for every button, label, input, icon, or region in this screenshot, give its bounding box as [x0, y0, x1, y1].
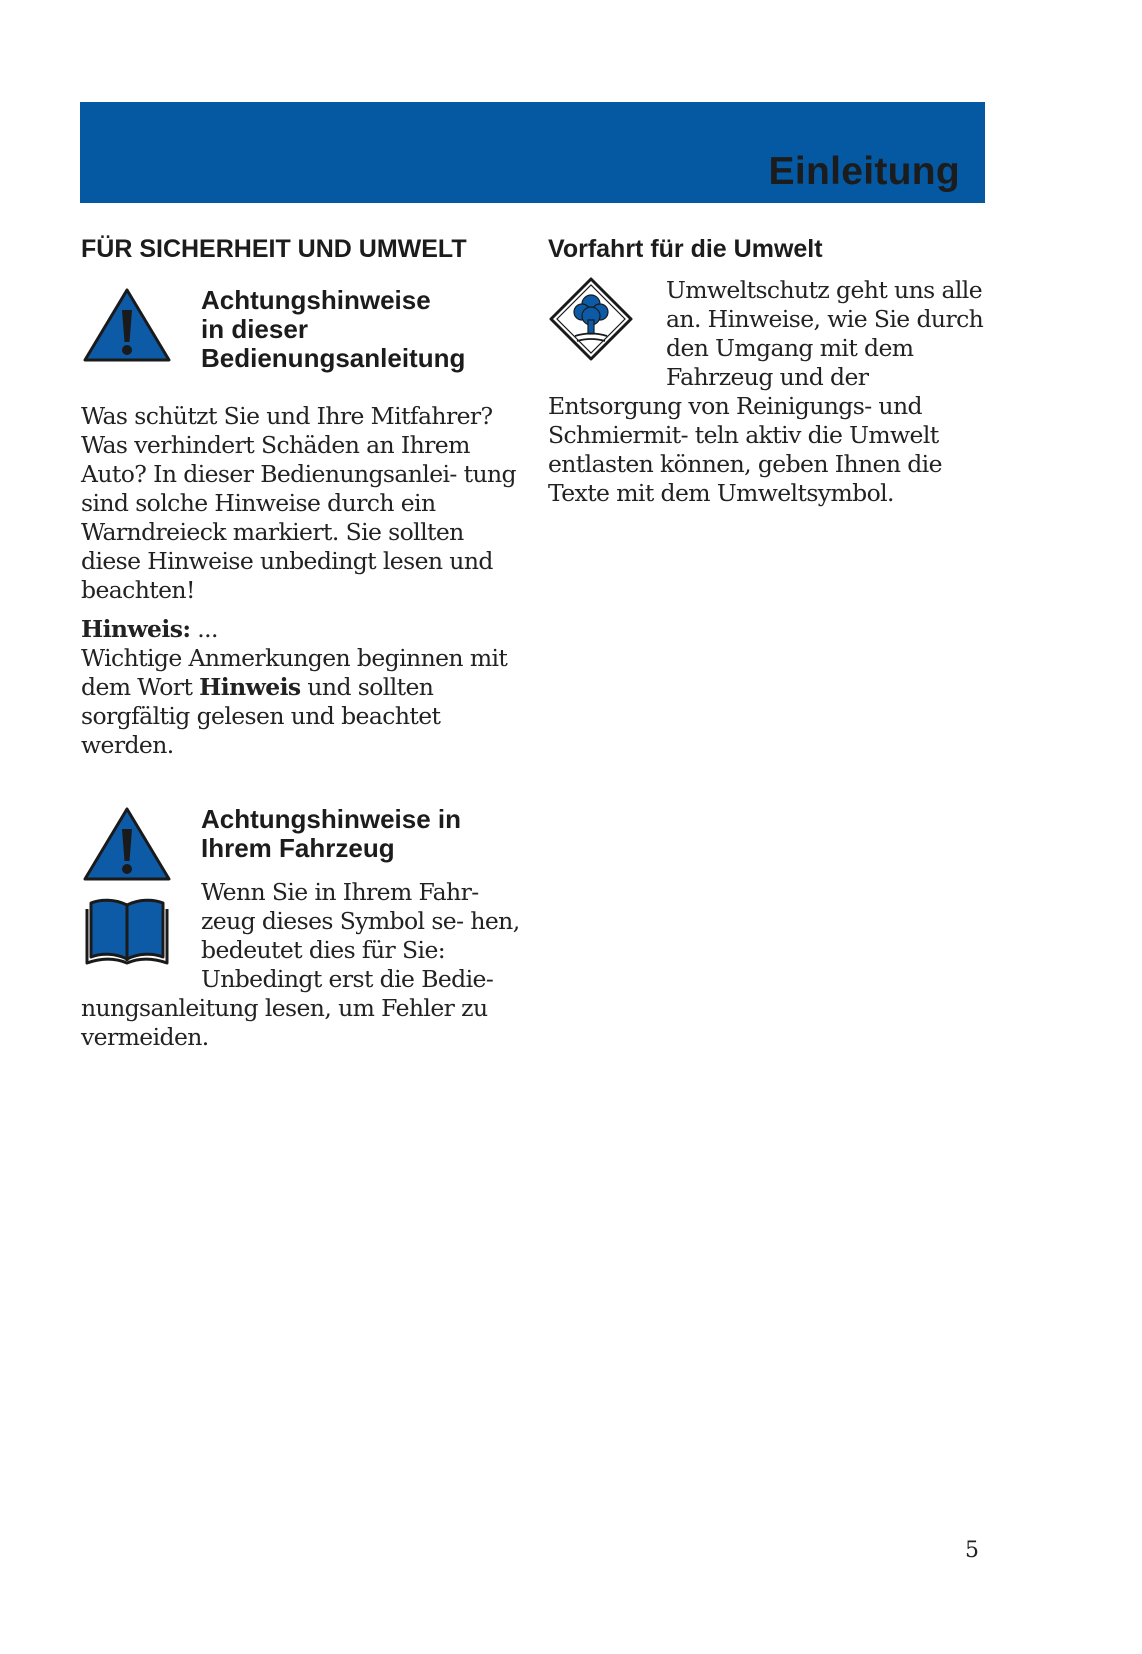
environment-block	[548, 276, 988, 508]
section-heading-environment: Vorfahrt für die Umwelt	[548, 235, 823, 263]
note-text: Wichtige Anmerkungen beginnen mit dem Wort Hinweis und sollten sorgfältig gelesen und beachtet werden.	[81, 644, 508, 759]
warning-triangle-icon	[81, 286, 173, 364]
warning-vehicle-block	[81, 805, 521, 1050]
warning-vehicle-text-wrap	[81, 878, 521, 1052]
note-keyword: Hinweis	[199, 673, 301, 701]
section-heading-safety: FÜR SICHERHEIT UND UMWELT	[81, 235, 467, 263]
environment-tree-icon	[548, 276, 634, 362]
chapter-title: Einleitung	[768, 150, 960, 193]
right-column	[548, 232, 988, 508]
warning-manual-heading: Achtungshinweise in dieser Bedienungsanleitung	[201, 285, 466, 373]
warning-manual-text: Was schützt Sie und Ihre Mitfahrer? Was verhindert Schäden an Ihrem Auto? In dieser Bedienungsanlei- tung sind solche Hinweise durch ein Warndreieck markiert. Sie sollten diese Hinweise unbedingt lesen und beachten!	[81, 402, 516, 604]
page-number: 5	[965, 1538, 979, 1563]
left-column	[81, 232, 521, 1050]
environment-text: Umweltschutz geht uns alle an. Hinweise, wie Sie durch den Umgang mit dem Fahrzeug und der Entsorgung von Reinigungs- und Schmiermit- teln aktiv die Umwelt entlasten können, geben Ihnen die Texte mit dem Umweltsymbol.	[548, 276, 984, 507]
chapter-header-band	[80, 102, 985, 203]
note-label: Hinweis: ...	[81, 615, 218, 643]
warning-vehicle-heading: Achtungshinweise in Ihrem Fahrzeug	[201, 804, 462, 863]
warning-triangle-icon	[81, 805, 173, 883]
warning-vehicle-text: Wenn Sie in Ihrem Fahr- zeug dieses Symbol se- hen, bedeutet dies für Sie: Unbedingt erst die Bedie- nungsanleitung lesen, um Fehler zu vermeiden.	[81, 878, 520, 1051]
warning-manual-block	[81, 286, 521, 396]
